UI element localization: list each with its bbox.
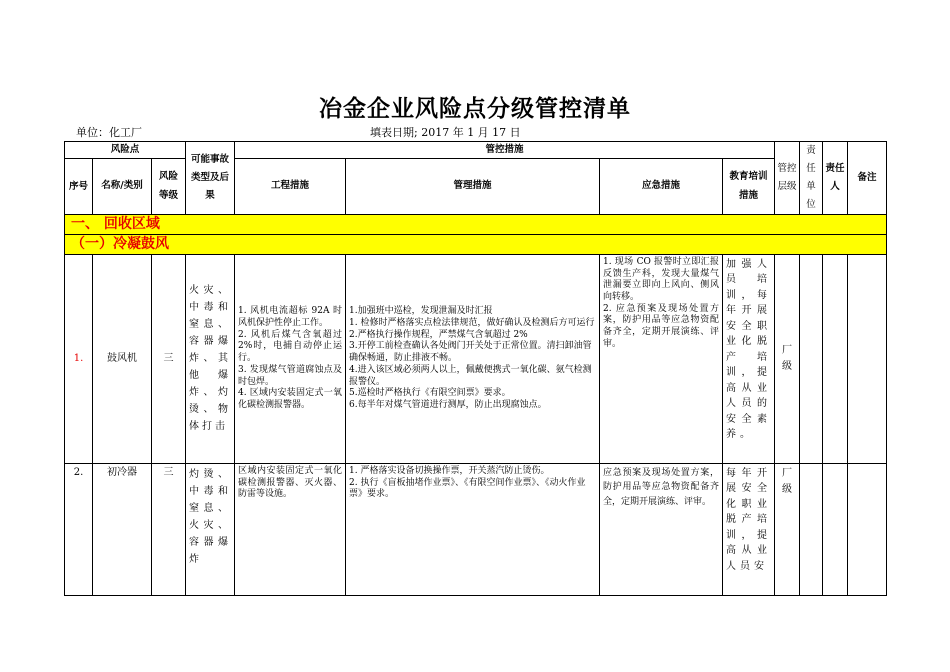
row-training: 每年开展安全化职业脱产培训，提高从业人员安 — [723, 463, 775, 595]
header-management: 管理措施 — [346, 158, 600, 214]
header-training: 教育培训措施 — [723, 158, 775, 214]
row-accident: 灼烫、中毒和窒息、火灾、容器爆炸 — [186, 463, 235, 595]
row-resp-person — [823, 254, 848, 463]
row-resp-person — [823, 463, 848, 595]
control-level-text: 厂级 — [782, 467, 793, 495]
row-control-level — [775, 254, 800, 463]
row-grade: 三 — [152, 463, 186, 595]
header-row-1 — [65, 142, 887, 159]
unit-label: 单位：化工厂 — [76, 126, 142, 139]
header-control-measures: 管控措施 — [235, 142, 775, 159]
row-seq: 2. — [65, 463, 93, 595]
header-risk-grade: 风险等级 — [152, 158, 186, 214]
row-engineering: 区域内安装固定式一氧化碳检测报警器、灭火器、防雷等设施。 — [235, 463, 346, 595]
section-row-area — [65, 215, 887, 235]
fill-date: 填表日期; 2017 年 1 月 17 日 — [370, 126, 521, 139]
row-emergency: 应急预案及现场处置方案，防护用品等应急物资配备齐全，定期开展演练、评审。 — [600, 463, 723, 595]
header-control-level: 管控层级 — [775, 142, 800, 215]
row-emergency: 1. 现场 CO 报警时立即汇报反馈生产科，发现大量煤气泄漏要立即向上风向、侧风向转移。 2. 应急预案及现场处置方案，防护用品等应急物资配备齐全，定期开展演练、评审。 — [600, 254, 723, 463]
header-engineering: 工程措施 — [235, 158, 346, 214]
row-resp-unit — [800, 463, 823, 595]
row-accident: 火灾、中毒和窒息、容器爆炸、其他爆炸、灼烫、物体打击 — [186, 254, 235, 463]
row-training: 加强人员培训，每年开展安全职业化脱产培训，提高从业人员的安全素养。 — [723, 254, 775, 463]
header-name-type: 名称/类别 — [93, 158, 152, 214]
table-row — [65, 254, 887, 463]
header-resp-person: 责任人 — [823, 142, 848, 215]
row-seq: 1. — [65, 254, 93, 463]
row-remarks — [848, 463, 887, 595]
row-management: 1. 严格落实设备切换操作票，开关蒸汽防止烫伤。 2. 执行《盲板抽堵作业票》、《有限空间作业票》、《动火作业票》要求。 — [346, 463, 600, 595]
page-title: 冶金企业风险点分级管控清单 — [319, 96, 631, 122]
row-remarks — [848, 254, 887, 463]
header-resp-unit: 责任单位 — [800, 142, 823, 215]
control-level-text: 厂级 — [782, 344, 793, 372]
header-seq: 序号 — [65, 158, 93, 214]
header-possible-accident: 可能事故类型及后果 — [186, 142, 235, 215]
row-name: 鼓风机 — [93, 254, 152, 463]
row-name: 初冷器 — [93, 463, 152, 595]
section-area-title: 一、 回收区域 — [65, 215, 887, 235]
row-resp-unit — [800, 254, 823, 463]
row-grade: 三 — [152, 254, 186, 463]
header-emergency: 应急措施 — [600, 158, 723, 214]
row-control-level — [775, 463, 800, 595]
header-remarks: 备注 — [848, 142, 887, 215]
row-engineering: 1. 风机电流超标 92A 时风机保护性停止工作。 2. 风机后煤气含氧超过 2%时，电捕自动停止运行。 3. 发现煤气管道腐蚀点及时包焊。 4. 区域内安装固定式一氧化碳检测报警器。 — [235, 254, 346, 463]
section-sub-title: （一）冷凝鼓风 — [65, 235, 887, 255]
risk-control-table — [64, 141, 887, 596]
header-risk-point: 风险点 — [65, 142, 186, 159]
table-row — [65, 463, 887, 595]
section-row-sub — [65, 235, 887, 255]
row-management: 1.加强班中巡检，发现泄漏及时汇报 1. 检修时严格落实点检法律规范，做好确认及检测后方可运行 2.严格执行操作规程，严禁煤气含氧超过 2% 3.开停工前检查确认各处阀门开关处于正常位置。清扫卸油管确保畅通，防止排液不畅。 4.进入该区域必须两人以上，佩戴便携式一氧化碳、氨气检测报警仪。 5.巡检时严格执行《有限空间票》要求。 6.每半年对煤气管道进行测厚，防止出现腐蚀点。 — [346, 254, 600, 463]
